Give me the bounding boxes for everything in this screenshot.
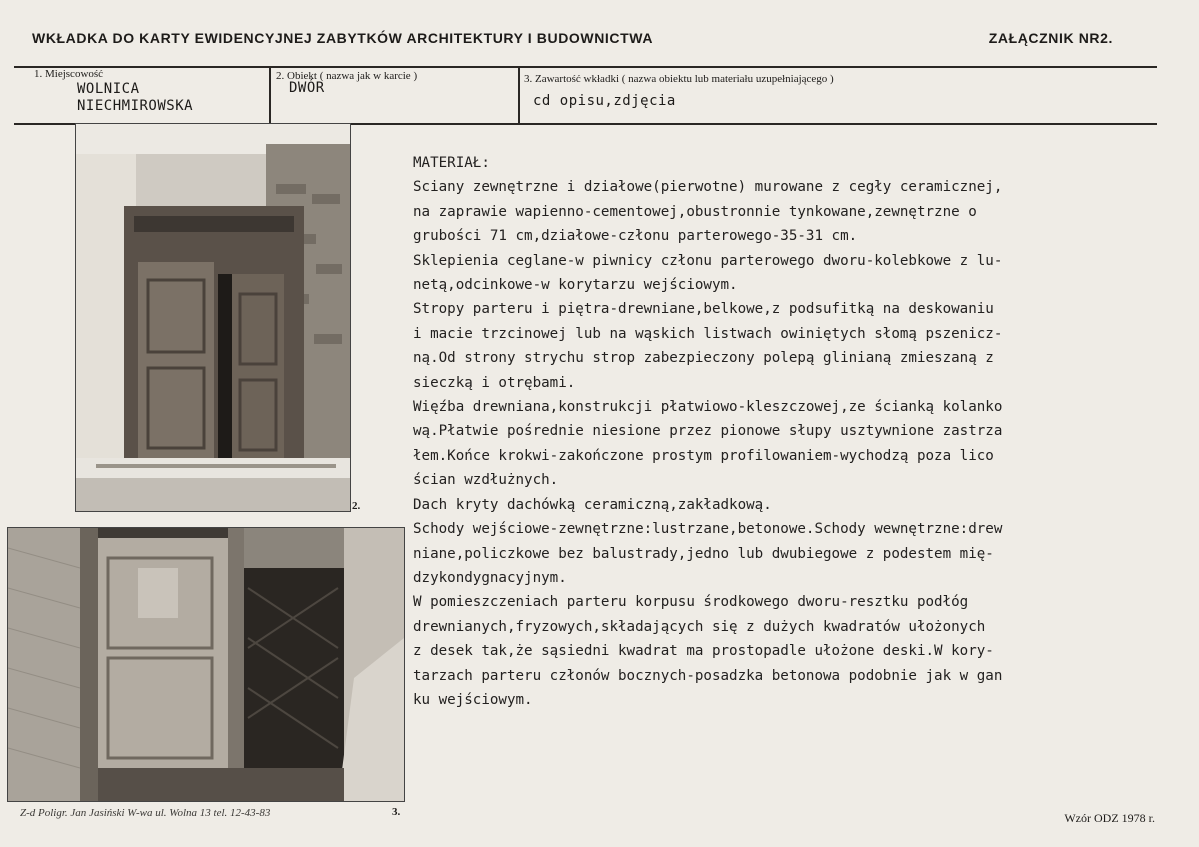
description-line: Dach kryty dachówką ceramiczną,zakładkową. <box>413 496 772 513</box>
description-line: wą.Płatwie pośrednie niesione przez pionowe słupy usztywnione zastrza <box>413 423 1003 440</box>
description-line: dzykondygnacyjnym. <box>413 569 567 586</box>
header-rule-top <box>14 66 1157 68</box>
description-line: z desek tak,że sąsiedni kwadrat ma prostopadle ułożone deski.W kory- <box>413 643 994 660</box>
description-line: tarzach parteru członów bocznych-posadzka betonowa podobnie jak w gan <box>413 667 1003 684</box>
description-line: Sciany zewnętrzne i działowe(pierwotne) murowane z cegły ceramicznej, <box>413 179 1003 196</box>
description-line: drewnianych,fryzowych,składających się z dużych kwadratów ułożonych <box>413 618 986 635</box>
document-title: WKŁADKA DO KARTY EWIDENCYJNEJ ZABYTKÓW ARCHITEKTURY I BUDOWNICTWA <box>32 30 654 46</box>
field-separator <box>518 68 520 123</box>
field-value-object: DWÓR <box>289 80 325 96</box>
room-door-photo-icon <box>7 527 405 802</box>
door-photo-icon <box>75 123 351 512</box>
form-model: Wzór ODZ 1978 r. <box>1064 811 1155 825</box>
field-label-contents: 3. Zawartość wkładki ( nazwa obiektu lub materiału uzupełniającego ) <box>524 73 834 85</box>
description-line: Schody wejściowe-zewnętrzne:lustrzane,betonowe.Schody wewnętrzne:drew <box>413 521 1003 538</box>
annex-number: ZAŁĄCZNIK NR2. <box>988 30 1113 46</box>
field-value-locality-line2: NIECHMIROWSKA <box>77 98 194 114</box>
description-line: ku wejściowym. <box>413 691 533 708</box>
field-label-locality: 1. Miejscowość <box>34 68 104 80</box>
description-line: Stropy parteru i piętra-drewniane,belkowe,z podsufitką na deskowaniu <box>413 301 994 318</box>
description-line: Więźba drewniana,konstrukcji płatwiowo-kleszczowej,ze ścianką kolanko <box>413 399 1003 416</box>
description-line: na zaprawie wapienno-cementowej,obustronnie tynkowane,zewnętrzne o <box>413 203 977 220</box>
description-line: niane,policzkowe bez balustrady,jedno lub dwubiegowe z podestem mię- <box>413 545 994 562</box>
description-line: grubości 71 cm,działowe-członu parterowego-35-31 cm. <box>413 228 858 245</box>
description-line: ścian wzdłużnych. <box>413 472 559 489</box>
description-line: W pomieszczeniach parteru korpusu środkowego dworu-resztku podłóg <box>413 594 969 611</box>
field-label-object: 2. Obiekt ( nazwa jak w karcie ) <box>276 70 418 82</box>
description-text <box>413 151 1143 712</box>
description-line: MATERIAŁ: <box>413 155 490 171</box>
description-line: netą,odcinkowe-w korytarzu wejściowym. <box>413 277 738 294</box>
description-line: ną.Od strony strychu strop zabezpieczony polepą glinianą zmieszaną z <box>413 350 994 367</box>
field-value-contents: cd opisu,zdjęcia <box>533 93 676 109</box>
photo-number: 2. <box>352 500 361 512</box>
photo-number: 3. <box>392 806 401 818</box>
printer-imprint: Z-d Poligr. Jan Jasiński W-wa ul. Wolna 13 tel. 12-43-83 <box>20 807 271 819</box>
description-line: i macie trzcinowej lub na wąskich listwach owiniętych słomą pszenicz- <box>413 325 1003 342</box>
field-separator <box>269 68 271 123</box>
description-line: łem.Końce krokwi-zakończone prostym profilowaniem-wychodzą poza lico <box>413 447 994 464</box>
field-value-locality-line1: WOLNICA <box>77 81 140 97</box>
description-line: sieczką i otrębami. <box>413 374 576 391</box>
description-line: Sklepienia ceglane-w piwnicy członu parterowego dworu-kolebkowe z lu- <box>413 252 1003 269</box>
